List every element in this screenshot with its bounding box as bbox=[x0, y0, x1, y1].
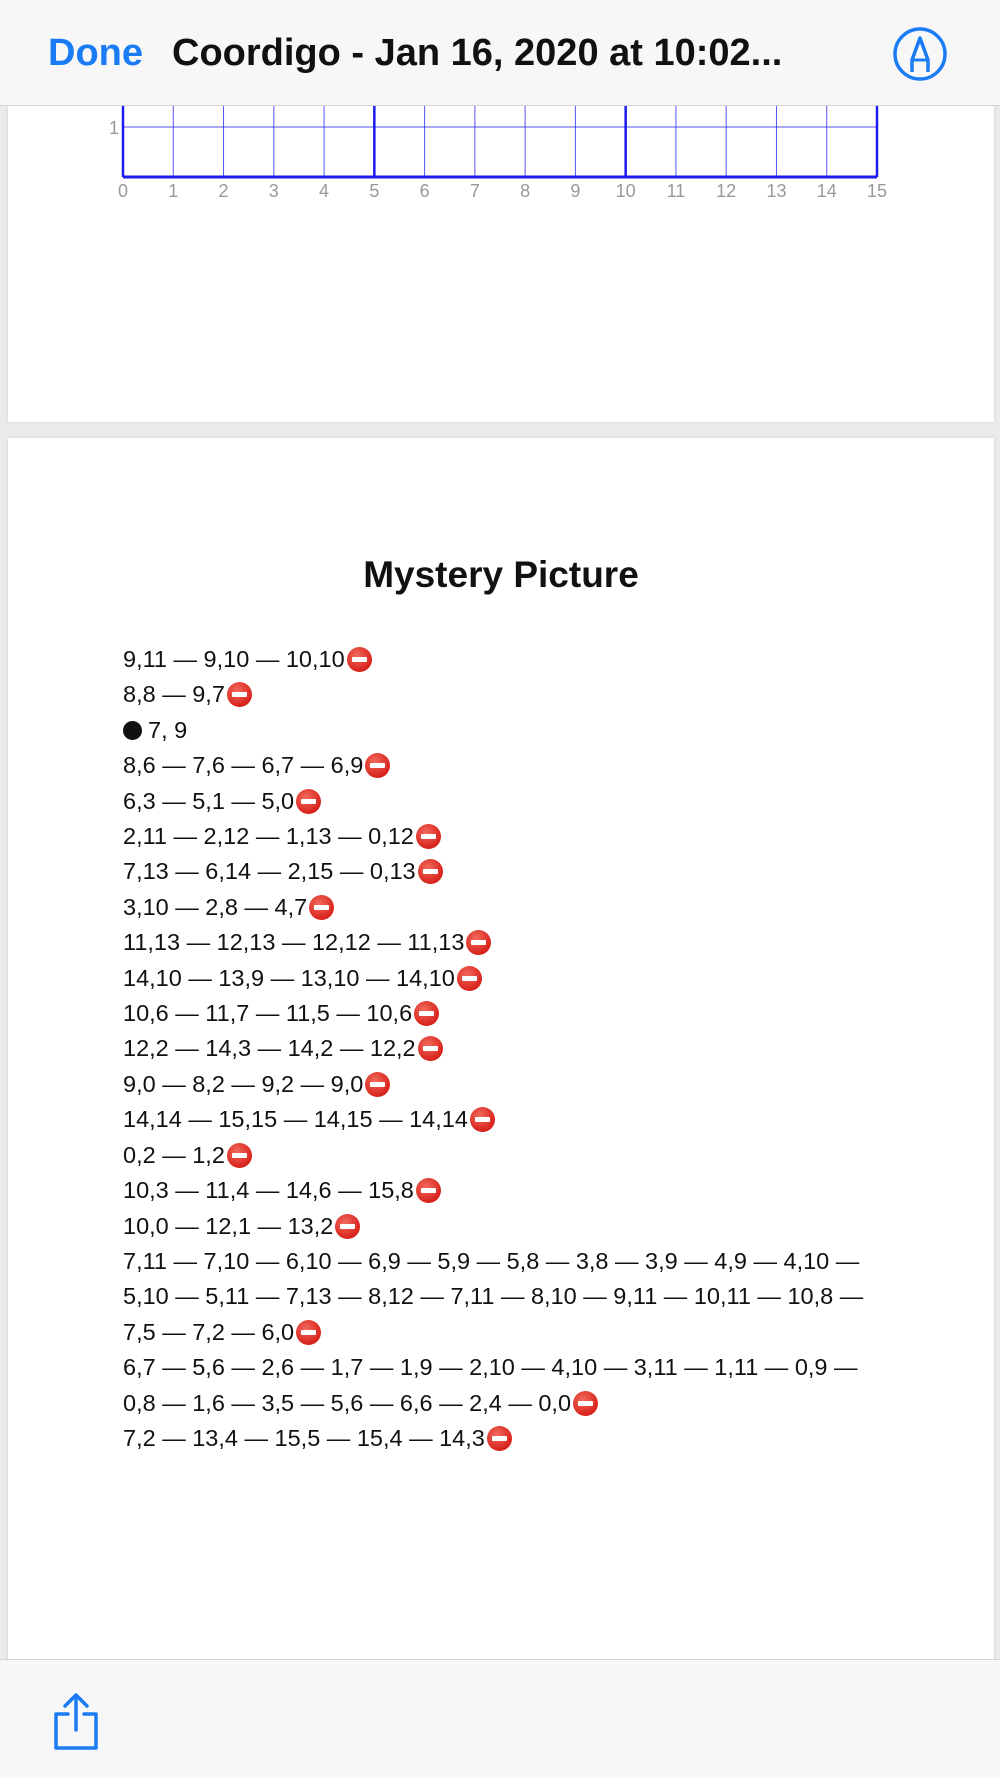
no-entry-icon bbox=[347, 647, 372, 672]
instruction-line bbox=[123, 854, 893, 889]
x-tick-label: 11 bbox=[666, 181, 686, 201]
instruction-text: 2,11 — 2,12 — 1,13 — 0,12 bbox=[123, 823, 414, 850]
no-entry-icon bbox=[296, 789, 321, 814]
y-tick-label: 1 bbox=[108, 118, 119, 138]
document-page-instructions bbox=[8, 438, 994, 1678]
markup-button[interactable] bbox=[892, 26, 948, 82]
instruction-list bbox=[123, 642, 893, 1456]
instruction-line bbox=[123, 784, 893, 819]
x-tick-label: 7 bbox=[469, 181, 480, 201]
instruction-text: 10,3 — 11,4 — 14,6 — 15,8 bbox=[123, 1177, 414, 1204]
x-tick-label: 9 bbox=[570, 181, 581, 201]
x-tick-label: 3 bbox=[268, 181, 279, 201]
x-tick-label: 6 bbox=[419, 181, 430, 201]
instruction-text: 7,11 — 7,10 — 6,10 — 6,9 — 5,9 — 5,8 — 3,8 — 3,9 — 4,9 — 4,10 — 5,10 — 5,11 — 7,13 — 8,12 — 7,11 — 8,10 — 9,11 — 10,11 — 10,8 — 7,5 — 7,2 — 6,0 bbox=[123, 1247, 864, 1345]
no-entry-icon bbox=[296, 1320, 321, 1345]
instruction-text: 0,2 — 1,2 bbox=[123, 1141, 225, 1168]
x-tick-label: 4 bbox=[319, 181, 330, 201]
instruction-text: 14,10 — 13,9 — 13,10 — 14,10 bbox=[123, 964, 455, 991]
instruction-line bbox=[123, 1067, 893, 1102]
share-button[interactable] bbox=[50, 1692, 102, 1752]
instruction-text: 3,10 — 2,8 — 4,7 bbox=[123, 893, 308, 920]
instruction-line bbox=[123, 925, 893, 960]
instruction-text: 7, 9 bbox=[148, 716, 188, 743]
done-button[interactable]: Done bbox=[48, 28, 143, 78]
x-tick-label: 14 bbox=[816, 181, 837, 201]
document-title: Coordigo - Jan 16, 2020 at 10:02... bbox=[172, 32, 783, 74]
no-entry-icon bbox=[457, 966, 482, 991]
no-entry-icon bbox=[418, 859, 443, 884]
navigation-bar bbox=[0, 0, 1000, 106]
markup-pen-icon bbox=[892, 26, 948, 82]
x-tick-label: 8 bbox=[520, 181, 531, 201]
instruction-text: 7,2 — 13,4 — 15,5 — 15,4 — 14,3 bbox=[123, 1424, 485, 1451]
instruction-line bbox=[123, 1421, 893, 1456]
instruction-line bbox=[123, 1102, 893, 1137]
instruction-text: 14,14 — 15,15 — 14,15 — 14,14 bbox=[123, 1106, 468, 1133]
no-entry-icon bbox=[335, 1214, 360, 1239]
share-icon bbox=[50, 1692, 102, 1752]
instruction-line bbox=[123, 748, 893, 783]
instruction-line bbox=[123, 642, 893, 677]
instruction-line bbox=[123, 1350, 893, 1421]
x-tick-label: 0 bbox=[117, 181, 129, 201]
instruction-line bbox=[123, 961, 893, 996]
instruction-line bbox=[123, 890, 893, 925]
instruction-text: 6,3 — 5,1 — 5,0 bbox=[123, 787, 295, 814]
x-tick-label: 13 bbox=[766, 181, 787, 201]
no-entry-icon bbox=[466, 930, 491, 955]
no-entry-icon bbox=[227, 682, 252, 707]
instruction-line bbox=[123, 1138, 893, 1173]
bottom-toolbar bbox=[0, 1659, 1000, 1778]
instruction-line bbox=[123, 677, 893, 712]
instruction-text: 8,6 — 7,6 — 6,7 — 6,9 bbox=[123, 752, 364, 779]
no-entry-icon bbox=[418, 1036, 443, 1061]
instruction-text: 8,8 — 9,7 bbox=[123, 681, 225, 708]
instruction-line bbox=[123, 996, 893, 1031]
instruction-text: 11,13 — 12,13 — 12,12 — 11,13 bbox=[123, 929, 465, 956]
no-entry-icon bbox=[416, 1178, 441, 1203]
instruction-line bbox=[123, 713, 893, 748]
puzzle-title: Mystery Picture bbox=[363, 554, 639, 595]
instruction-line bbox=[123, 1173, 893, 1208]
instruction-text: 10,6 — 11,7 — 11,5 — 10,6 bbox=[123, 1000, 413, 1027]
x-tick-label: 15 bbox=[866, 181, 888, 201]
x-tick-label: 1 bbox=[168, 181, 179, 201]
no-entry-icon bbox=[470, 1107, 495, 1132]
instruction-text: 7,13 — 6,14 — 2,15 — 0,13 bbox=[123, 858, 416, 885]
black-circle-icon bbox=[123, 721, 142, 740]
no-entry-icon bbox=[309, 895, 334, 920]
no-entry-icon bbox=[416, 824, 441, 849]
no-entry-icon bbox=[414, 1001, 439, 1026]
instruction-line bbox=[123, 1244, 893, 1350]
instruction-line bbox=[123, 819, 893, 854]
instruction-text: 10,0 — 12,1 — 13,2 bbox=[123, 1212, 334, 1239]
no-entry-icon bbox=[227, 1143, 252, 1168]
instruction-text: 9,11 — 9,10 — 10,10 bbox=[123, 646, 345, 672]
instruction-line bbox=[123, 1209, 893, 1244]
instruction-text: 12,2 — 14,3 — 14,2 — 12,2 bbox=[123, 1035, 416, 1062]
x-tick-label: 2 bbox=[218, 181, 229, 201]
x-tick-label: 12 bbox=[716, 181, 737, 201]
instruction-line bbox=[123, 1031, 893, 1066]
x-tick-label: 10 bbox=[615, 181, 636, 201]
no-entry-icon bbox=[573, 1391, 598, 1416]
instruction-text: 9,0 — 8,2 — 9,2 — 9,0 bbox=[123, 1070, 364, 1097]
x-tick-label: 5 bbox=[369, 181, 380, 201]
instruction-text: 6,7 — 5,6 — 2,6 — 1,7 — 1,9 — 2,10 — 4,10 — 3,11 — 1,11 — 0,9 — 0,8 — 1,6 — 3,5 — 5,6 — 6,6 — 2,4 — 0,0 bbox=[123, 1354, 858, 1416]
no-entry-icon bbox=[365, 753, 390, 778]
no-entry-icon bbox=[365, 1072, 390, 1097]
no-entry-icon bbox=[487, 1426, 512, 1451]
